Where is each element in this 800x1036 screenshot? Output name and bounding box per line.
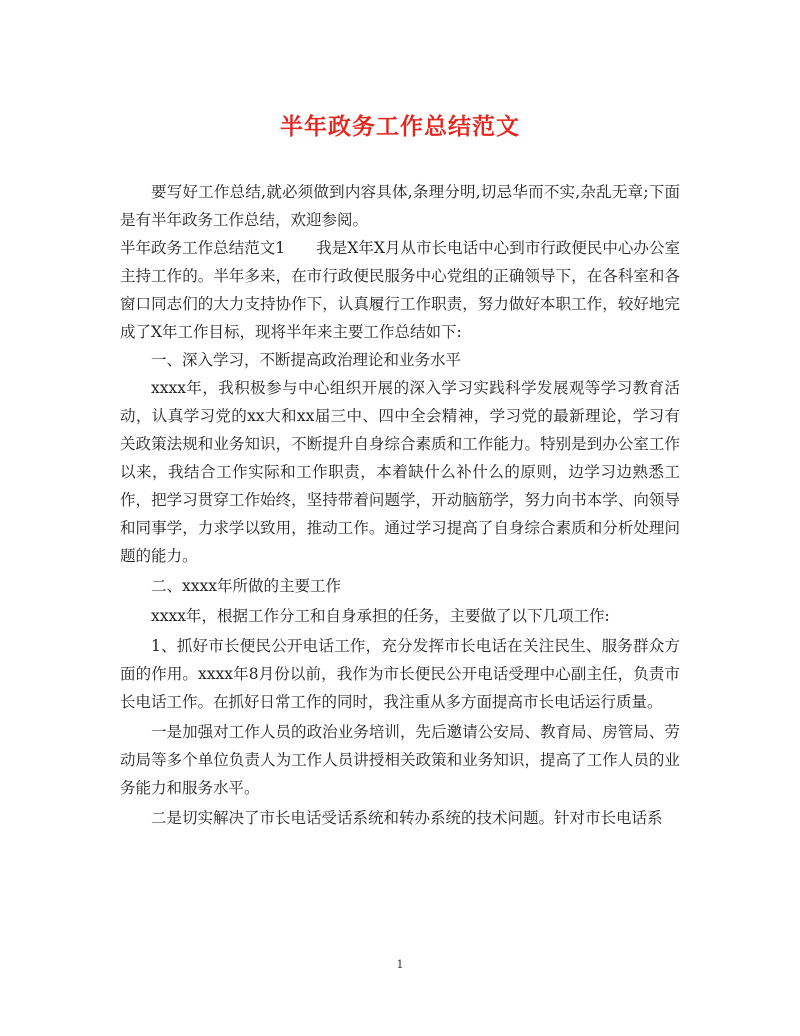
paragraph-work-overview: xxxx年，根据工作分工和自身承担的任务，主要做了以下几项工作: [151,607,610,625]
page-number: 1 [396,958,404,971]
paragraph-hotline: 1、抓好市长便民公开电话工作，充分发挥市长电话在关注民生、服务群众方面的作用。xxxx年8月份以前，我作为市长便民公开电话受理中心副主任，负责市长电话工作。在抓好日常工作的同时，我注重从多方面提高市长电话运行质量。 [120,637,680,711]
paragraph-technical: 二是切实解决了市长电话受话系统和转办系统的技术问题。针对市长电话系 [151,809,663,827]
heading-1: 一、深入学习，不断提高政治理论和业务水平 [151,351,462,369]
document-body [120,178,680,832]
paragraph-section-1: 半年政务工作总结范文1 我是X年X月从市长电话中心到市行政便民中心办公室主持工作的。半年多来，在市行政便民服务中心党组的正确领导下，在各科室和各窗口同志们的大力支持协作下，认真履行工作职责，努力做好本职工作，较好地完成了X年工作目标，现将半年来主要工作总结如下: [120,239,680,341]
paragraph-study: xxxx年，我积极参与中心组织开展的深入学习实践科学发展观等学习教育活动，认真学习党的xx大和xx届三中、四中全会精神，学习党的最新理论，学习有关政策法规和业务知识，不断提升自身综合素质和工作能力。特别是到办公室工作以来，我结合工作实际和工作职责，本着缺什么补什么的原则，边学习边熟悉工作，把学习贯穿工作始终，坚持带着问题学，开动脑筋学，努力向书本学、向领导和同事学，力求学以致用，推动工作。通过学习提高了自身综合素质和分析处理问题的能力。 [120,379,680,565]
paragraph-intro: 要写好工作总结,就必须做到内容具体,条理分明,切忌华而不实,杂乱无章;下面是有半年政务工作总结，欢迎参阅。 [120,183,680,229]
document-title: 半年政务工作总结范文 [280,113,520,140]
heading-2: 二、xxxx年所做的主要工作 [151,577,341,595]
paragraph-training: 一是加强对工作人员的政治业务培训，先后邀请公安局、教育局、房管局、劳动局等多个单位负责人为工作人员讲授相关政策和业务知识，提高了工作人员的业务能力和服务水平。 [120,723,680,797]
